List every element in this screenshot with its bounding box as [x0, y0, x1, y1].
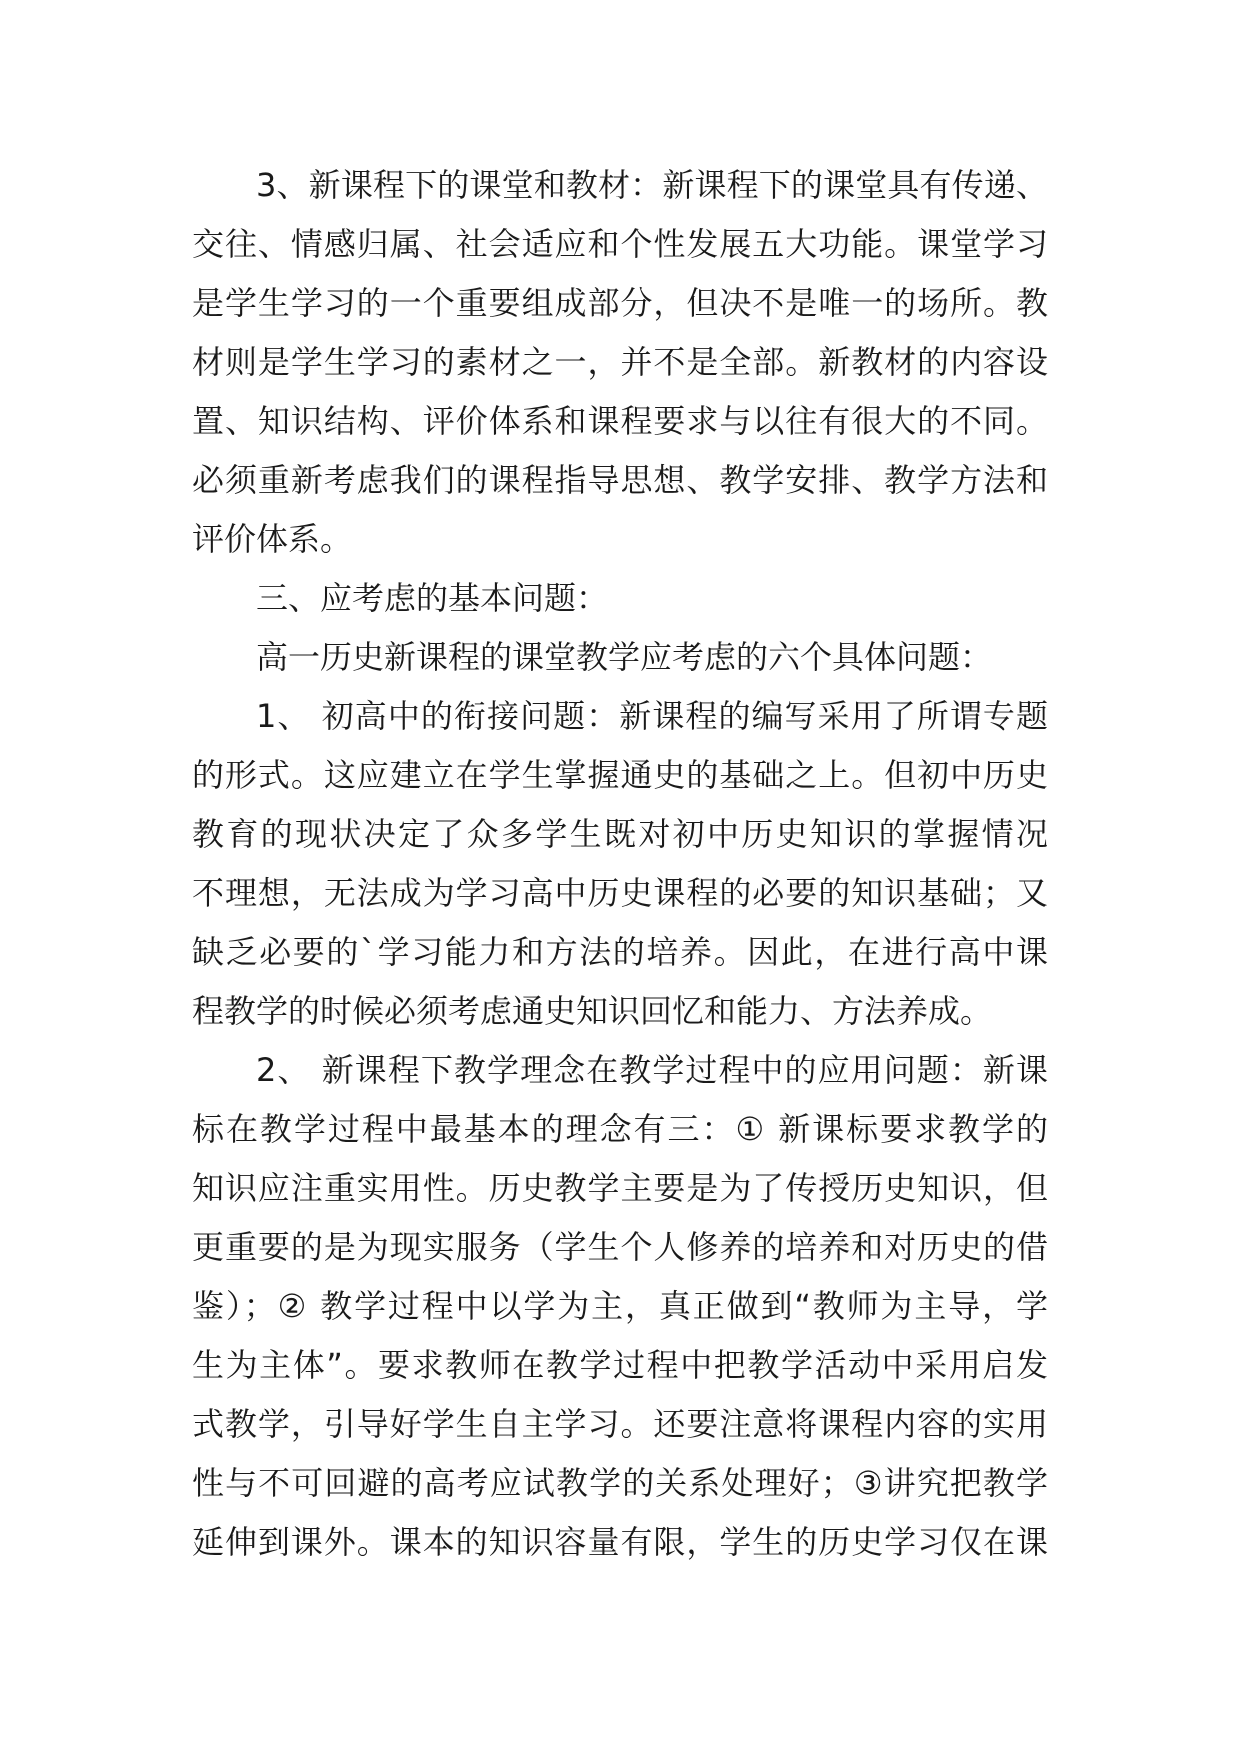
paragraph-line: 不理想，无法成为学习高中历史课程的必要的知识基础；又 [192, 874, 1048, 912]
paragraph-line: 的形式。这应建立在学生掌握通史的基础之上。但初中历史 [192, 756, 1048, 794]
paragraph-line: 高一历史新课程的课堂教学应考虑的六个具体问题： [256, 638, 993, 676]
paragraph-line: 必须重新考虑我们的课程指导思想、教学安排、教学方法和 [192, 461, 1048, 499]
paragraph-line: 3、新课程下的课堂和教材：新课程下的课堂具有传递、 [256, 166, 1048, 204]
paragraph-line: 鉴）；② 教学过程中以学为主，真正做到“教师为主导，学 [192, 1287, 1048, 1325]
paragraph-line: 教育的现状决定了众多学生既对初中历史知识的掌握情况 [192, 815, 1048, 853]
paragraph-line: 性与不可回避的高考应试教学的关系处理好；③讲究把教学 [192, 1464, 1048, 1502]
paragraph-line: 交往、情感归属、社会适应和个性发展五大功能。课堂学习 [192, 225, 1048, 263]
paragraph-line: 延伸到课外。课本的知识容量有限，学生的历史学习仅在课 [192, 1523, 1048, 1561]
paragraph-line: 生为主体”。要求教师在教学过程中把教学活动中采用启发 [192, 1346, 1048, 1384]
paragraph-line: 1、 初高中的衔接问题：新课程的编写采用了所谓专题 [256, 697, 1048, 735]
paragraph-line: 评价体系。 [192, 520, 353, 558]
paragraph-line: 缺乏必要的`学习能力和方法的培养。因此，在进行高中课 [192, 933, 1048, 971]
paragraph-line: 置、知识结构、评价体系和课程要求与以往有很大的不同。 [192, 402, 1048, 440]
paragraph-line: 程教学的时候必须考虑通史知识回忆和能力、方法养成。 [192, 992, 993, 1030]
paragraph-line: 2、 新课程下教学理念在教学过程中的应用问题：新课 [256, 1051, 1048, 1089]
paragraph-line: 知识应注重实用性。历史教学主要是为了传授历史知识，但 [192, 1169, 1048, 1207]
paragraph-line: 是学生学习的一个重要组成部分，但决不是唯一的场所。教 [192, 284, 1048, 322]
paragraph-line: 更重要的是为现实服务（学生个人修养的培养和对历史的借 [192, 1228, 1048, 1266]
paragraph-line: 材则是学生学习的素材之一，并不是全部。新教材的内容设 [192, 343, 1048, 381]
paragraph-line: 式教学，引导好学生自主学习。还要注意将课程内容的实用 [192, 1405, 1048, 1443]
section-heading: 三、应考虑的基本问题： [256, 579, 609, 617]
paragraph-line: 标在教学过程中最基本的理念有三：① 新课标要求教学的 [192, 1110, 1048, 1148]
